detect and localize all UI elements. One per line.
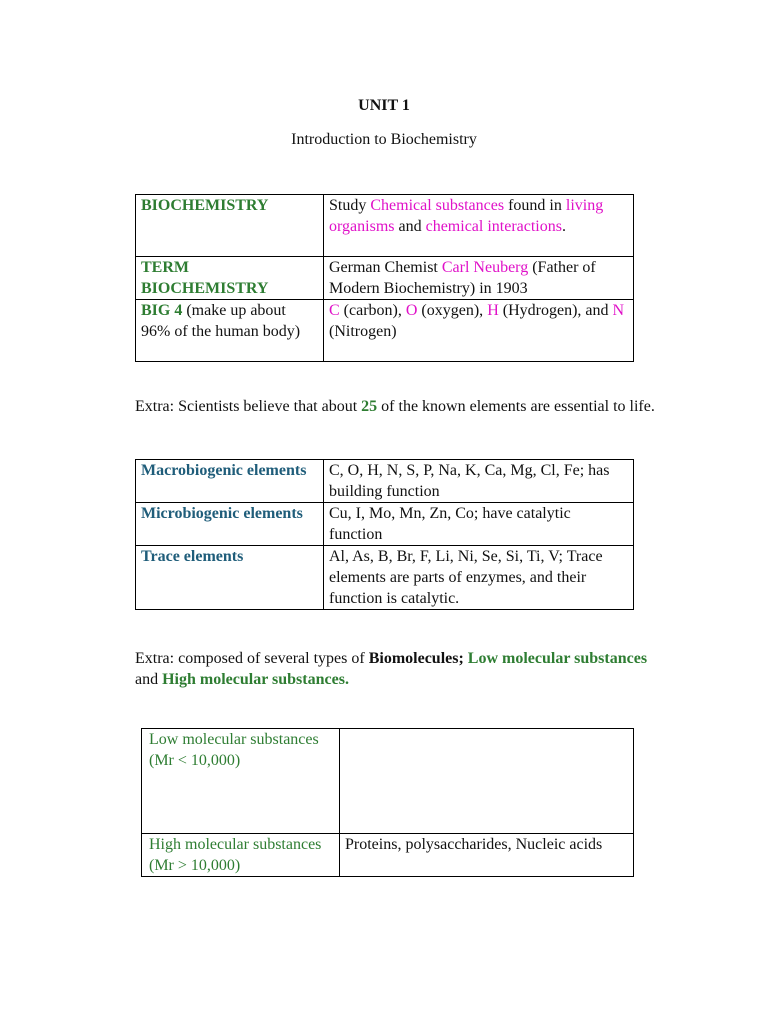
term-label: Microbiogenic elements xyxy=(141,505,303,522)
page-title: UNIT 1 xyxy=(358,97,410,114)
definition-text: Proteins, polysaccharides, Nucleic acids xyxy=(345,836,603,853)
page-subtitle: Introduction to Biochemistry xyxy=(291,131,477,148)
text-segment: Study xyxy=(329,197,371,214)
essential-elements-count: 25 xyxy=(361,398,378,415)
biochemistry-table xyxy=(135,194,634,362)
term-cell xyxy=(136,300,324,362)
table-row xyxy=(136,460,634,503)
definition-text xyxy=(329,197,603,235)
definition-text xyxy=(329,259,596,297)
definition-text: Cu, I, Mo, Mn, Zn, Co; have catalytic function xyxy=(329,505,571,543)
term-cell xyxy=(142,834,340,877)
term-note: (make up about 96% of the human body) xyxy=(141,302,301,340)
table-row xyxy=(136,195,634,257)
term-cell xyxy=(136,460,324,503)
term-label: TERM BIOCHEMISTRY xyxy=(141,259,269,297)
text-segment: (Father of Modern Biochemistry) in 1903 xyxy=(329,259,596,297)
term-label: Macrobiogenic elements xyxy=(141,462,307,479)
definition-text: Al, As, B, Br, F, Li, Ni, Se, Si, Ti, V; Trace elements are parts of enzymes, and their function is catalytic. xyxy=(329,548,603,607)
definition-cell xyxy=(324,300,634,362)
extra-note-elements: Extra: Scientists believe that about 25 of the known elements are essential to life. xyxy=(135,398,655,415)
term-label: BIOCHEMISTRY xyxy=(141,197,269,214)
term-cell xyxy=(136,546,324,610)
molecular-substances-table xyxy=(141,728,634,877)
definition-cell xyxy=(324,460,634,503)
table-row xyxy=(136,257,634,300)
table-row xyxy=(136,300,634,362)
highlighted-term: O xyxy=(405,302,418,319)
highlighted-term: H xyxy=(487,302,499,319)
definition-cell xyxy=(324,195,634,257)
definition-text xyxy=(329,302,624,340)
term-cell xyxy=(136,195,324,257)
highlighted-term: N xyxy=(612,302,625,319)
text-segment: (carbon), xyxy=(339,302,406,319)
definition-cell xyxy=(340,834,634,877)
highlighted-term: Chemical substances xyxy=(370,197,505,214)
text-segment: (Hydrogen), and xyxy=(498,302,613,319)
highlighted-term: living organisms xyxy=(329,197,604,235)
table-row xyxy=(136,546,634,610)
definition-cell xyxy=(324,546,634,610)
biogenic-elements-table xyxy=(135,459,634,610)
term-label: High molecular substances (Mr > 10,000) xyxy=(149,836,322,874)
definition-text: C, O, H, N, S, P, Na, K, Ca, Mg, Cl, Fe; has building function xyxy=(329,462,610,500)
highlighted-term: C xyxy=(329,302,340,319)
term-label: BIG 4 xyxy=(141,302,183,319)
definition-cell xyxy=(324,257,634,300)
text-segment: found in xyxy=(504,197,566,214)
extra-note-biomolecules: Extra: composed of several types of Biomolecules; Low molecular substances and High molecular substances. xyxy=(135,650,648,688)
table-row xyxy=(142,834,634,877)
highlighted-term: Carl Neuberg xyxy=(441,259,529,276)
text-segment: German Chemist xyxy=(329,259,442,276)
term-cell xyxy=(136,257,324,300)
definition-cell xyxy=(324,503,634,546)
text-segment: (oxygen), xyxy=(417,302,488,319)
term-label: Low molecular substances (Mr < 10,000) xyxy=(149,731,319,769)
term-label: Trace elements xyxy=(141,548,244,565)
term-cell xyxy=(136,503,324,546)
definition-cell xyxy=(340,729,634,834)
table-row xyxy=(142,729,634,834)
text-segment: . xyxy=(561,218,566,235)
highlighted-term: chemical interactions xyxy=(425,218,562,235)
table-row xyxy=(136,503,634,546)
term-cell xyxy=(142,729,340,834)
text-segment: and xyxy=(394,218,426,235)
text-segment: (Nitrogen) xyxy=(329,323,397,340)
